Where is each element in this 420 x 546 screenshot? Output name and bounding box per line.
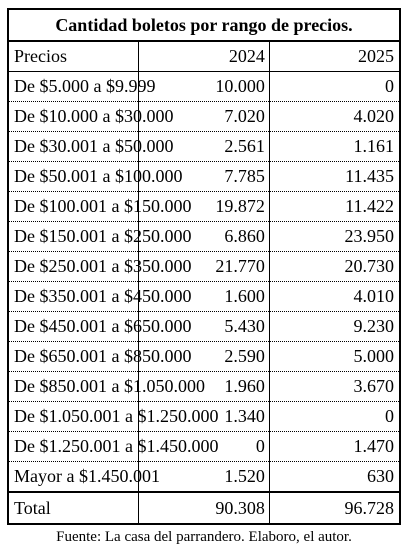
table-row [8,192,400,222]
total-label: Total [8,492,139,524]
price-range-cell: De $250.001 a $350.000 [8,252,139,282]
price-range-cell: De $50.001 a $100.000 [8,162,139,192]
value-2025-cell: 9.230 [269,312,400,342]
table-row [8,282,400,312]
price-range-cell: De $5.000 a $9.999 [8,72,139,102]
price-range-cell: De $350.001 a $450.000 [8,282,139,312]
column-header-2025: 2025 [269,41,400,72]
value-2025-cell: 4.020 [269,102,400,132]
table-row [8,342,400,372]
value-2024-cell: 5.430 [139,312,270,342]
value-2025-cell: 11.422 [269,192,400,222]
price-range-cell: De $10.000 a $30.000 [8,102,139,132]
value-2025-cell: 20.730 [269,252,400,282]
table-row [8,312,400,342]
table-row [8,72,400,102]
value-2024-cell: 2.590 [139,342,270,372]
ticket-price-table-figure [7,8,407,546]
value-2024-cell: 6.860 [139,222,270,252]
value-2024-cell: 21.770 [139,252,270,282]
value-2025-cell: 4.010 [269,282,400,312]
value-2024-cell: 19.872 [139,192,270,222]
value-2025-cell: 0 [269,402,400,432]
price-range-cell: De $30.001 a $50.000 [8,132,139,162]
table-row [8,402,400,432]
value-2024-cell: 1.520 [139,462,270,493]
table-row [8,462,400,493]
table-body [8,72,400,493]
price-range-cell: De $150.001 a $250.000 [8,222,139,252]
value-2024-cell: 1.960 [139,372,270,402]
table-row [8,162,400,192]
value-2024-cell: 10.000 [139,72,270,102]
price-range-cell: De $450.001 a $650.000 [8,312,139,342]
value-2025-cell: 1.161 [269,132,400,162]
price-range-cell: De $1.250.001 a $1.450.000 [8,432,139,462]
table-title: Cantidad boletos por rango de precios. [8,9,400,41]
value-2025-cell: 3.670 [269,372,400,402]
value-2024-cell: 1.340 [139,402,270,432]
value-2025-cell: 1.470 [269,432,400,462]
total-row [8,492,400,524]
price-range-cell: De $650.001 a $850.000 [8,342,139,372]
value-2025-cell: 0 [269,72,400,102]
column-header-2024: 2024 [139,41,270,72]
table-row [8,432,400,462]
total-2025: 96.728 [269,492,400,524]
table-row [8,222,400,252]
source-note: Fuente: La casa del parrandero. Elaboro, el autor. [56,529,352,545]
price-range-cell: De $850.001 a $1.050.000 [8,372,139,402]
ticket-price-table [7,8,401,525]
header-row [8,41,400,72]
column-header-prices: Precios [8,41,139,72]
value-2024-cell: 7.785 [139,162,270,192]
price-range-cell: Mayor a $1.450.001 [8,462,139,493]
table-row [8,372,400,402]
total-2024: 90.308 [139,492,270,524]
table-row [8,252,400,282]
value-2024-cell: 1.600 [139,282,270,312]
price-range-cell: De $100.001 a $150.000 [8,192,139,222]
value-2024-cell: 2.561 [139,132,270,162]
price-range-cell: De $1.050.001 a $1.250.000 [8,402,139,432]
value-2024-cell: 7.020 [139,102,270,132]
table-row [8,102,400,132]
table-row [8,132,400,162]
value-2025-cell: 5.000 [269,342,400,372]
value-2025-cell: 630 [269,462,400,493]
value-2025-cell: 23.950 [269,222,400,252]
value-2025-cell: 11.435 [269,162,400,192]
value-2024-cell: 0 [139,432,270,462]
